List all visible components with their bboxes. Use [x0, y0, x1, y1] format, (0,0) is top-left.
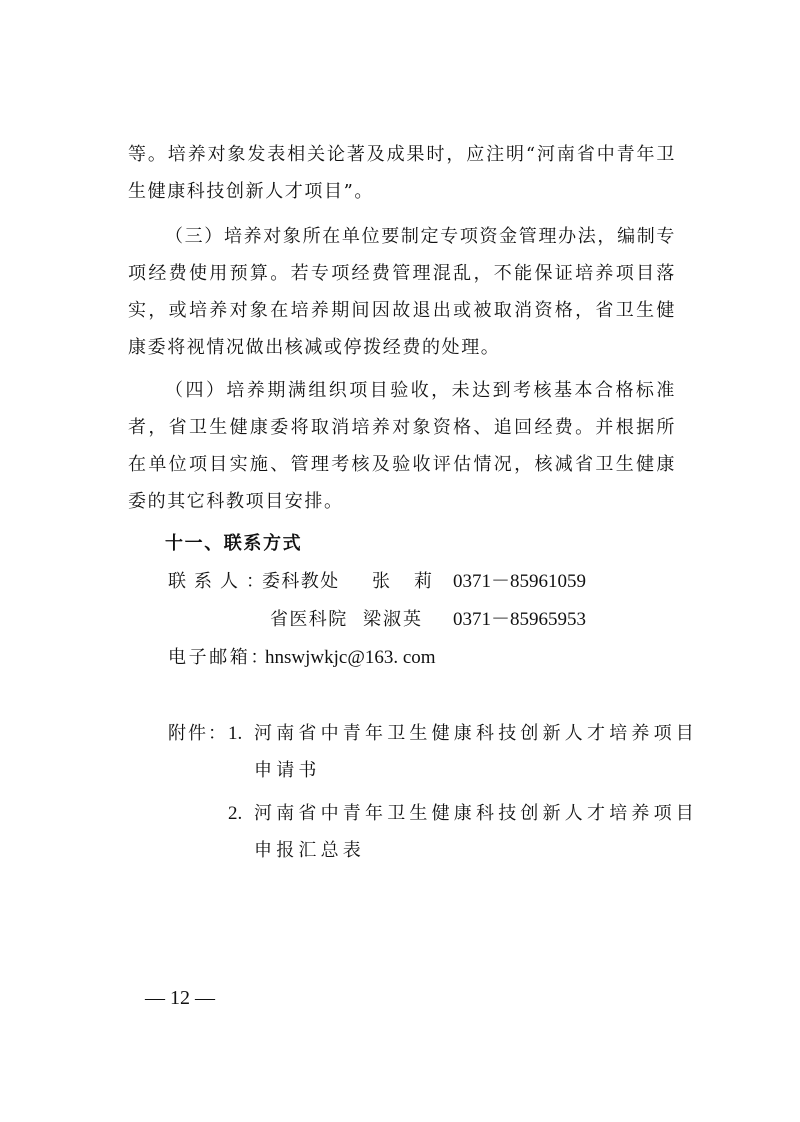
email-address: hnswjwkjc@163. com	[265, 647, 436, 668]
body-paragraph-3: （四）培养期满组织项目验收，未达到考核基本合格标准者，省卫生健康委将取消培养对象资格、追回经费。并根据所在单位项目实施、管理考核及验收评估情况，核减省卫生健康委的其它科教项目安排。	[128, 380, 676, 512]
attachment-2-title: 河南省中青年卫生健康科技创新人才培养项目申报汇总表	[254, 803, 698, 861]
attachment-2-number: 2.	[228, 803, 243, 824]
contact-1-phone: 0371－85961059	[453, 571, 587, 592]
contact-1-name: 张莉	[372, 571, 456, 592]
page-number: — 12 —	[145, 987, 215, 1009]
body-paragraph-2: （三）培养对象所在单位要制定专项资金管理办法，编制专项经费使用预算。若专项经费管理混乱，不能保证培养项目落实，或培养对象在培养期间因故退出或被取消资格，省卫生健康委将视情况做出核减或停拨经费的处理。	[128, 226, 676, 358]
contact-2-name: 梁淑英	[363, 609, 423, 630]
contact-label: 联系人：	[168, 571, 272, 592]
contact-2-phone: 0371－85965953	[453, 609, 587, 630]
contact-1-unit: 委科教处	[262, 571, 340, 592]
contact-2-unit: 省医科院	[270, 609, 348, 630]
attachment-1-title: 河南省中青年卫生健康科技创新人才培养项目申请书	[254, 723, 698, 781]
attachment-1-number: 1.	[228, 723, 243, 744]
body-paragraph-1: 等。培养对象发表相关论著及成果时，应注明“河南省中青年卫生健康科技创新人才项目”。	[128, 144, 676, 202]
attachments-label: 附件：	[168, 723, 228, 744]
section-heading-contact: 十一、联系方式	[165, 533, 303, 554]
email-label: 电子邮箱：	[168, 647, 271, 668]
